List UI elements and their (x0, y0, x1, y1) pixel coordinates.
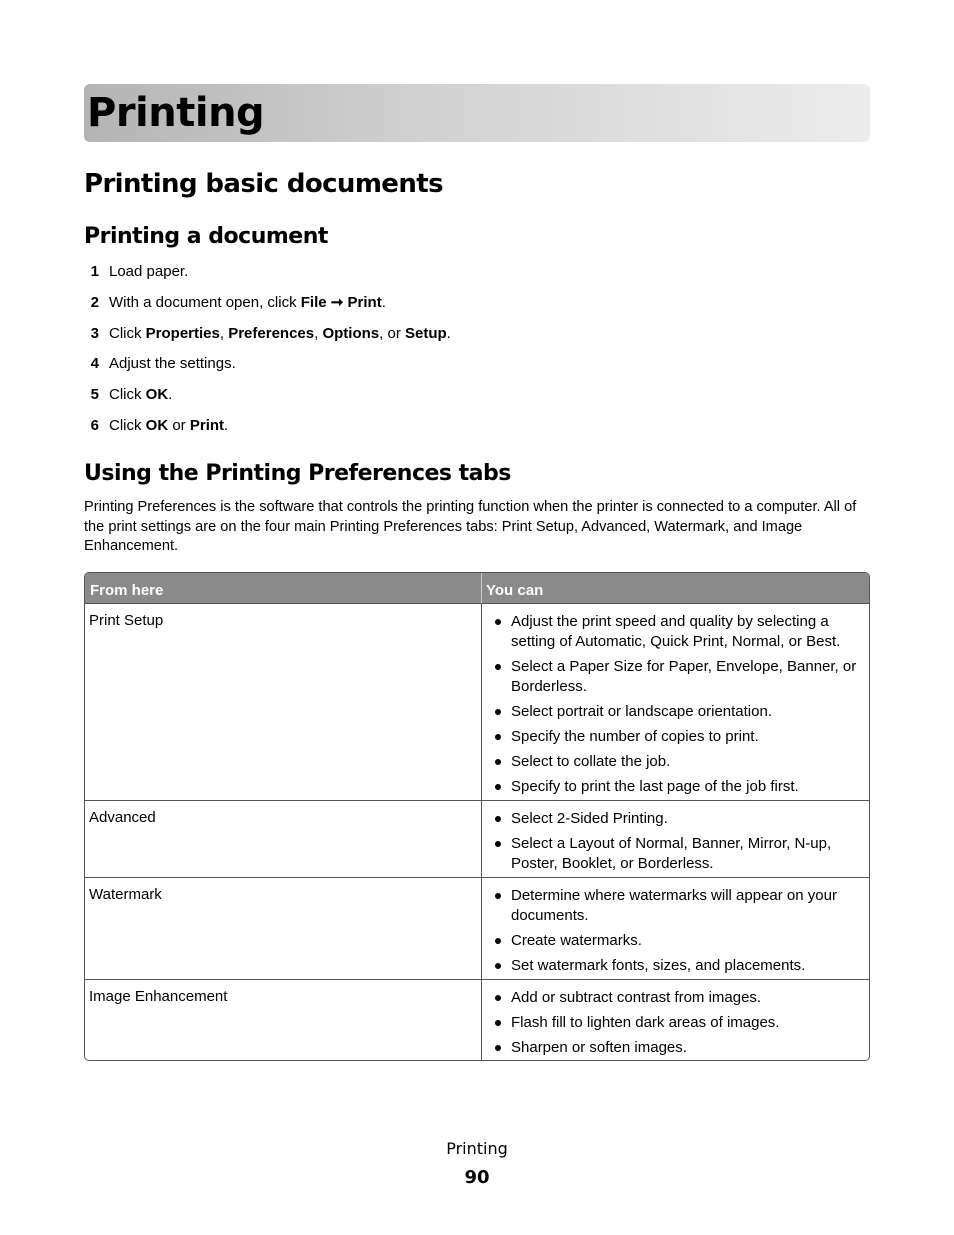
step-item (84, 324, 864, 355)
step-command: OK (145, 386, 169, 404)
table-row (85, 800, 869, 877)
step-text-fragment: . (446, 324, 451, 342)
step-text-fragment: , (314, 324, 323, 342)
step-command: Options (322, 324, 380, 342)
subsection-title-printing-a-document: Printing a document (84, 224, 328, 249)
header-from-here: From here (85, 573, 482, 603)
step-command: OK (145, 416, 169, 434)
step-text (109, 262, 188, 282)
step-text (109, 354, 236, 374)
step-command: ➞ (326, 293, 348, 311)
bullet-item: Set watermark fonts, sizes, and placements. (482, 956, 859, 976)
step-text-fragment: Click (109, 416, 146, 434)
chapter-title: Printing (87, 90, 265, 136)
step-number: 4 (90, 355, 99, 373)
step-text-fragment: Load paper. (109, 263, 189, 280)
table-header (85, 573, 869, 603)
step-text-fragment: or (168, 416, 190, 434)
footer-chapter-label: Printing (446, 1139, 508, 1158)
bullet-item: Flash fill to lighten dark areas of images. (482, 1013, 859, 1033)
bullet-item: Determine where watermarks will appear on your documents. (482, 886, 859, 926)
subsection-title-preferences-tabs: Using the Printing Preferences tabs (84, 461, 511, 486)
step-command: Print (189, 416, 225, 434)
step-text-fragment: , or (379, 324, 405, 342)
step-command: Print (347, 293, 382, 311)
tab-name-cell: Print Setup (85, 604, 482, 800)
step-text-fragment: Adjust the settings. (109, 355, 236, 373)
bullet-item: Select portrait or landscape orientation. (482, 702, 859, 722)
step-text-fragment: With a document open, click (109, 293, 301, 311)
capabilities-cell (482, 878, 869, 979)
table-body (85, 603, 869, 1060)
step-item (84, 262, 864, 293)
step-text (109, 293, 386, 313)
step-number: 6 (90, 416, 99, 434)
section-title: Printing basic documents (84, 169, 443, 199)
bullet-item: Sharpen or soften images. (482, 1038, 859, 1058)
step-command: File (300, 293, 327, 311)
step-text-fragment: . (224, 416, 229, 434)
tab-name-cell: Advanced (85, 801, 482, 877)
bullet-item: Select 2-Sided Printing. (482, 809, 859, 829)
preferences-table (84, 572, 870, 1061)
step-item (84, 416, 864, 447)
step-text-fragment: Click (109, 386, 146, 404)
step-item (84, 385, 864, 416)
table-row (85, 979, 869, 1060)
step-text-fragment: , (219, 324, 229, 342)
page-number: 90 (464, 1167, 490, 1188)
step-item (84, 293, 864, 324)
step-text (109, 385, 172, 405)
table-row (85, 603, 869, 800)
bullet-item: Add or subtract contrast from images. (482, 988, 859, 1008)
step-number: 1 (90, 263, 99, 280)
step-text-fragment: . (168, 386, 173, 404)
step-text (109, 416, 228, 436)
chapter-banner (84, 84, 870, 142)
steps-list (84, 262, 864, 447)
bullet-item: Specify the number of copies to print. (482, 727, 859, 747)
tab-name-cell: Watermark (85, 878, 482, 979)
bullet-item: Select a Paper Size for Paper, Envelope, Banner, or Borderless. (482, 657, 859, 697)
header-you-can: You can (486, 582, 544, 599)
tab-name-cell: Image Enhancement (85, 980, 482, 1060)
step-number: 5 (90, 386, 99, 404)
bullet-item: Select to collate the job. (482, 752, 859, 772)
step-text-fragment: Click (109, 324, 146, 342)
capabilities-cell (482, 980, 869, 1060)
step-text-fragment: . (381, 293, 386, 311)
capabilities-cell (482, 801, 869, 877)
bullet-item: Create watermarks. (482, 931, 859, 951)
bullet-item: Select a Layout of Normal, Banner, Mirror, N-up, Poster, Booklet, or Borderless. (482, 834, 859, 874)
step-text (109, 324, 451, 344)
step-item (84, 354, 864, 385)
step-command: Preferences (228, 324, 315, 342)
step-command: Properties (145, 324, 220, 342)
intro-paragraph: Printing Preferences is the software that controls the printing function when the printer is connected to a computer. All of the print settings are on the four main Printing Preferences tabs: Print Setup, Advanced, Watermark, and Image Enhancement. (84, 499, 857, 555)
capabilities-cell (482, 604, 869, 800)
bullet-item: Adjust the print speed and quality by selecting a setting of Automatic, Quick Print, Normal, or Best. (482, 612, 859, 652)
step-number: 2 (90, 293, 99, 311)
bullet-item: Specify to print the last page of the job first. (482, 777, 859, 797)
table-row (85, 877, 869, 979)
step-command: Setup (404, 324, 447, 342)
step-number: 3 (90, 324, 99, 342)
